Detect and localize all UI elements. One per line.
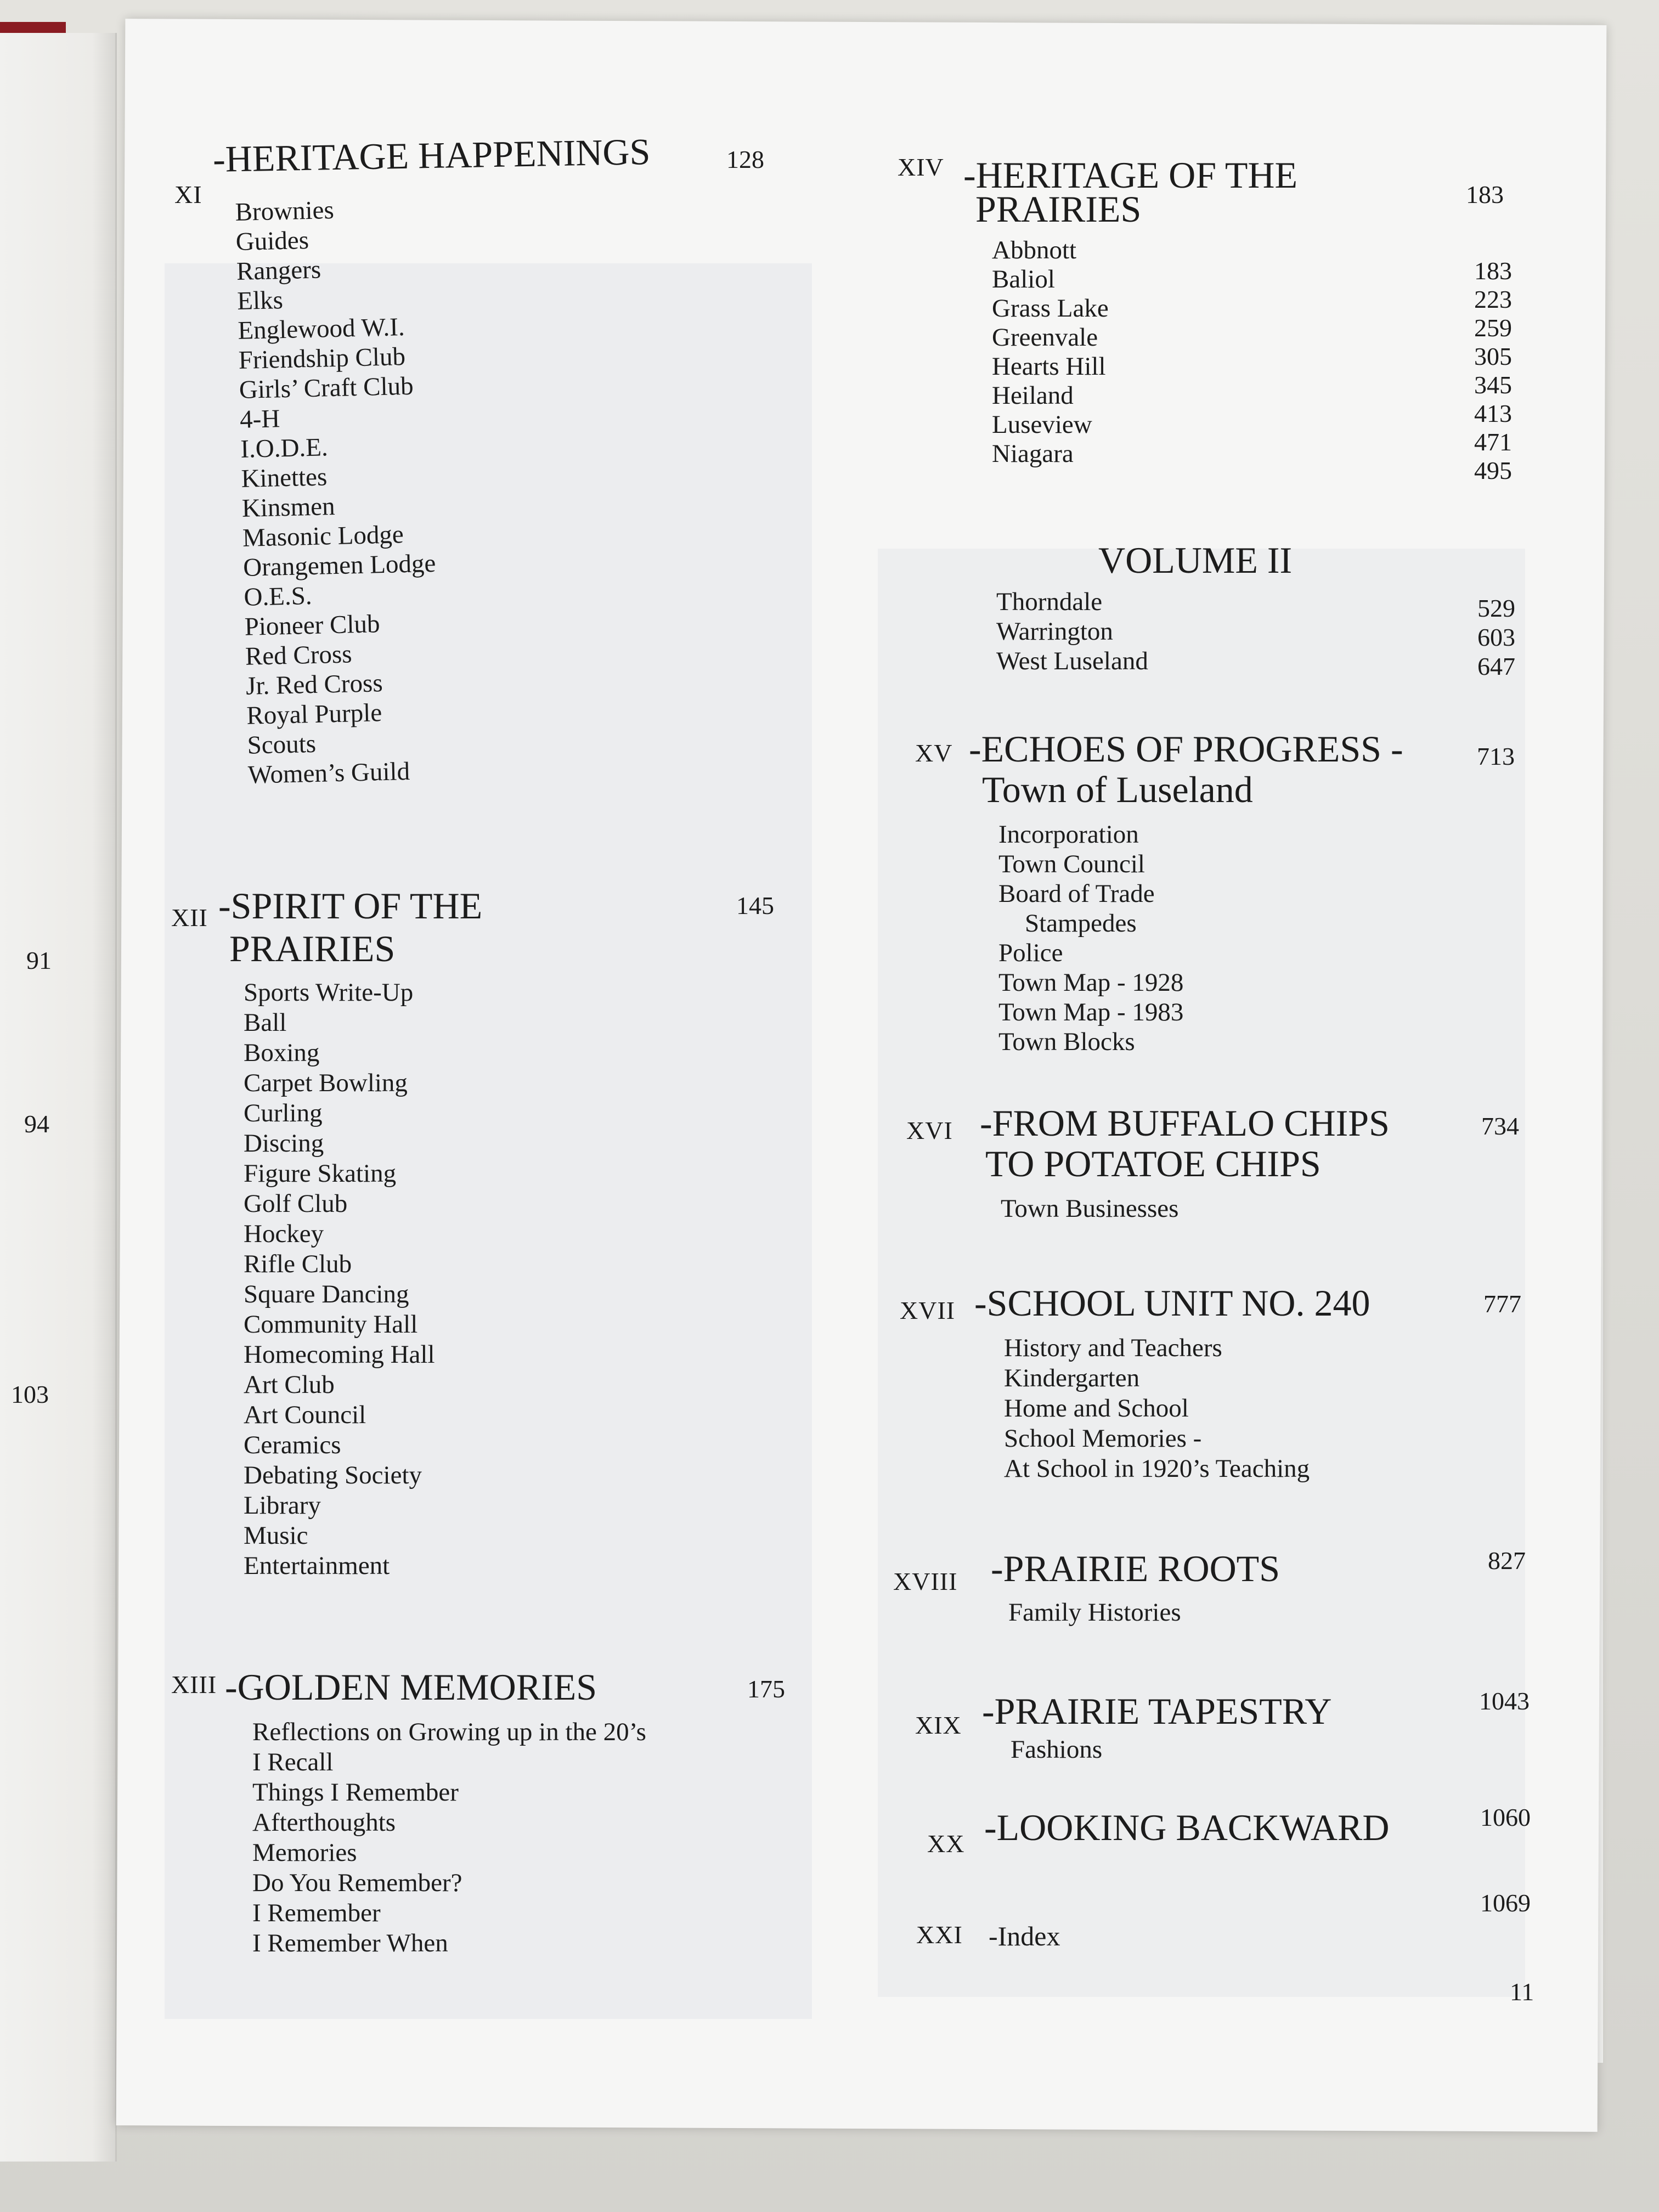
list-item: Family Histories xyxy=(1008,1598,1181,1627)
list-item: Debating Society xyxy=(244,1461,422,1489)
list-item: Memories xyxy=(252,1838,357,1867)
section-numeral: XVIII xyxy=(893,1567,958,1595)
list-item: Library xyxy=(244,1491,321,1520)
section-page-number: 777 xyxy=(1483,1290,1521,1318)
section-title: -Index xyxy=(989,1921,1060,1951)
list-item: Town Businesses xyxy=(1001,1194,1179,1223)
facing-page-number: 94 xyxy=(24,1110,49,1138)
section-page-number: 1060 xyxy=(1480,1803,1531,1831)
section-items xyxy=(235,193,441,790)
section-title: -ECHOES OF PROGRESS - xyxy=(969,728,1403,770)
list-item: Things I Remember xyxy=(252,1778,459,1807)
section-title: -HERITAGE HAPPENINGS xyxy=(212,131,651,180)
list-item: Community Hall xyxy=(244,1310,418,1339)
list-item: Homecoming Hall xyxy=(244,1340,435,1369)
item-page-numbers xyxy=(1426,257,1512,485)
list-item: Baliol xyxy=(992,265,1055,294)
list-item: Kinsmen xyxy=(241,492,336,523)
list-item: Home and School xyxy=(1004,1394,1189,1423)
section-title: -PRAIRIE ROOTS xyxy=(991,1548,1280,1589)
list-item: Discing xyxy=(244,1129,324,1158)
list-item: Guides xyxy=(235,225,309,256)
item-page-number: 471 xyxy=(1474,428,1512,456)
list-item: Pioneer Club xyxy=(244,610,381,641)
item-page-number: 603 xyxy=(1477,623,1515,651)
section-items xyxy=(252,1717,646,1959)
list-item: Orangemen Lodge xyxy=(242,549,436,582)
section-numeral: XIV xyxy=(898,153,944,181)
list-item: Stampedes xyxy=(1025,909,1137,938)
section-title: -HERITAGE OF THE xyxy=(963,154,1298,196)
list-item: Ball xyxy=(244,1008,287,1037)
section-items xyxy=(244,978,435,1581)
section-title: PRAIRIES xyxy=(975,188,1142,230)
section-page-number: 128 xyxy=(726,145,764,173)
section-page-number: 713 xyxy=(1477,742,1515,770)
volume-heading: VOLUME II xyxy=(1098,539,1293,581)
list-item: I Recall xyxy=(252,1748,334,1776)
section-items xyxy=(1004,1333,1310,1484)
section-page-number: 1043 xyxy=(1479,1687,1530,1715)
list-item: Red Cross xyxy=(245,640,353,671)
section-items xyxy=(1001,1194,1178,1223)
list-item: Sports Write-Up xyxy=(244,978,414,1007)
list-item: Masonic Lodge xyxy=(242,520,404,552)
item-page-number: 345 xyxy=(1474,371,1512,399)
item-page-number: 495 xyxy=(1474,456,1512,484)
facing-page-number: 91 xyxy=(26,946,52,974)
item-page-number: 305 xyxy=(1474,342,1512,370)
list-item: West Luseland xyxy=(996,647,1148,675)
list-item: Do You Remember? xyxy=(252,1869,462,1897)
list-item: Girls’ Craft Club xyxy=(239,371,414,404)
list-item: Golf Club xyxy=(244,1189,348,1218)
volume-items xyxy=(996,587,1148,676)
item-page-number: 647 xyxy=(1477,652,1515,680)
list-item: Hearts Hill xyxy=(992,352,1106,381)
item-page-number: 413 xyxy=(1474,399,1512,427)
section-title: -SCHOOL UNIT NO. 240 xyxy=(974,1282,1370,1324)
list-item: Women’s Guild xyxy=(247,757,410,789)
list-item: Greenvale xyxy=(992,323,1098,352)
list-item: Town Map - 1983 xyxy=(998,998,1184,1026)
list-item: Police xyxy=(998,939,1063,967)
section-numeral: XXI xyxy=(916,1921,963,1949)
list-item: Town Council xyxy=(998,850,1145,878)
list-item: Figure Skating xyxy=(244,1159,397,1188)
section-title: -PRAIRIE TAPESTRY xyxy=(982,1690,1332,1732)
list-item: Afterthoughts xyxy=(252,1808,396,1837)
list-item: Jr. Red Cross xyxy=(245,669,383,701)
list-item: Heiland xyxy=(992,381,1074,410)
list-item: Luseview xyxy=(992,410,1092,439)
folio-page-number: 11 xyxy=(1510,1978,1534,2006)
section-page-number: 175 xyxy=(747,1675,785,1703)
list-item: O.E.S. xyxy=(243,582,313,612)
section-page-number: 145 xyxy=(736,891,774,919)
item-page-number: 223 xyxy=(1474,285,1512,313)
list-item: I Remember When xyxy=(252,1929,448,1957)
list-item: Curling xyxy=(244,1099,323,1127)
section-numeral: XVI xyxy=(906,1116,953,1144)
facing-page-edge xyxy=(0,33,117,2162)
list-item: School Memories - xyxy=(1004,1424,1202,1453)
list-item: Englewood W.I. xyxy=(237,313,405,345)
section-numeral: XI xyxy=(174,180,202,208)
section-items xyxy=(1011,1735,1102,1764)
list-item: Hockey xyxy=(244,1220,324,1248)
section-items xyxy=(998,820,1183,1057)
list-item: I.O.D.E. xyxy=(240,433,329,464)
list-item: Rifle Club xyxy=(244,1250,352,1278)
list-item: Warrington xyxy=(996,617,1113,646)
list-item: Grass Lake xyxy=(992,294,1109,323)
list-item: At School in 1920’s Teaching xyxy=(1004,1454,1310,1483)
list-item: Brownies xyxy=(235,195,335,227)
list-item: Entertainment xyxy=(244,1551,390,1580)
list-item: Art Council xyxy=(244,1401,366,1429)
list-item: Board of Trade xyxy=(998,879,1155,908)
list-item: Square Dancing xyxy=(244,1280,409,1308)
list-item: Kindergarten xyxy=(1004,1364,1140,1392)
section-items xyxy=(1008,1598,1181,1627)
section-numeral: XX xyxy=(927,1830,965,1858)
section-numeral: XII xyxy=(171,904,208,932)
item-page-number: 183 xyxy=(1474,257,1512,285)
list-item: 4-H xyxy=(239,404,280,434)
item-page-numbers xyxy=(1430,594,1515,681)
section-title: -SPIRIT OF THE xyxy=(218,885,483,927)
section-page-number: 827 xyxy=(1488,1547,1526,1575)
list-item: Fashions xyxy=(1011,1735,1103,1764)
list-item: Town Map - 1928 xyxy=(998,968,1184,997)
list-item: Reflections on Growing up in the 20’s xyxy=(252,1718,646,1746)
list-item: Thorndale xyxy=(996,588,1103,616)
list-item: Incorporation xyxy=(998,820,1139,849)
section-title: -LOOKING BACKWARD xyxy=(984,1807,1390,1848)
item-page-number: 259 xyxy=(1474,314,1512,342)
section-page-number: 734 xyxy=(1481,1112,1519,1140)
list-item: Ceramics xyxy=(244,1431,341,1459)
section-title: PRAIRIES xyxy=(229,928,396,969)
list-item: Scouts xyxy=(247,729,317,760)
list-item: Art Club xyxy=(244,1370,335,1399)
section-title: Town of Luseland xyxy=(982,769,1253,810)
list-item: Elks xyxy=(236,286,284,315)
item-page-number: 529 xyxy=(1477,594,1515,622)
list-item: Rangers xyxy=(236,255,321,286)
section-title: TO POTATOE CHIPS xyxy=(985,1143,1321,1184)
list-item: History and Teachers xyxy=(1004,1334,1222,1362)
section-page-number: 183 xyxy=(1466,180,1504,208)
section-items xyxy=(992,236,1109,469)
list-item: Abbnott xyxy=(992,236,1077,264)
list-item: Friendship Club xyxy=(238,342,406,375)
list-item: Town Blocks xyxy=(998,1028,1135,1056)
section-title: -GOLDEN MEMORIES xyxy=(225,1666,597,1708)
section-page-number: 1069 xyxy=(1480,1889,1531,1917)
section-title: -FROM BUFFALO CHIPS xyxy=(980,1102,1390,1144)
list-item: Royal Purple xyxy=(246,698,382,730)
section-numeral: XIII xyxy=(171,1671,217,1699)
facing-page-number: 103 xyxy=(11,1380,49,1408)
list-item: I Remember xyxy=(252,1899,381,1927)
section-numeral: XIX xyxy=(915,1711,962,1739)
list-item: Niagara xyxy=(992,439,1074,468)
list-item: Boxing xyxy=(244,1039,320,1067)
list-item: Kinettes xyxy=(241,462,328,493)
list-item: Music xyxy=(244,1521,308,1550)
section-numeral: XV xyxy=(915,739,953,767)
list-item: Carpet Bowling xyxy=(244,1069,408,1097)
section-numeral: XVII xyxy=(900,1296,956,1324)
